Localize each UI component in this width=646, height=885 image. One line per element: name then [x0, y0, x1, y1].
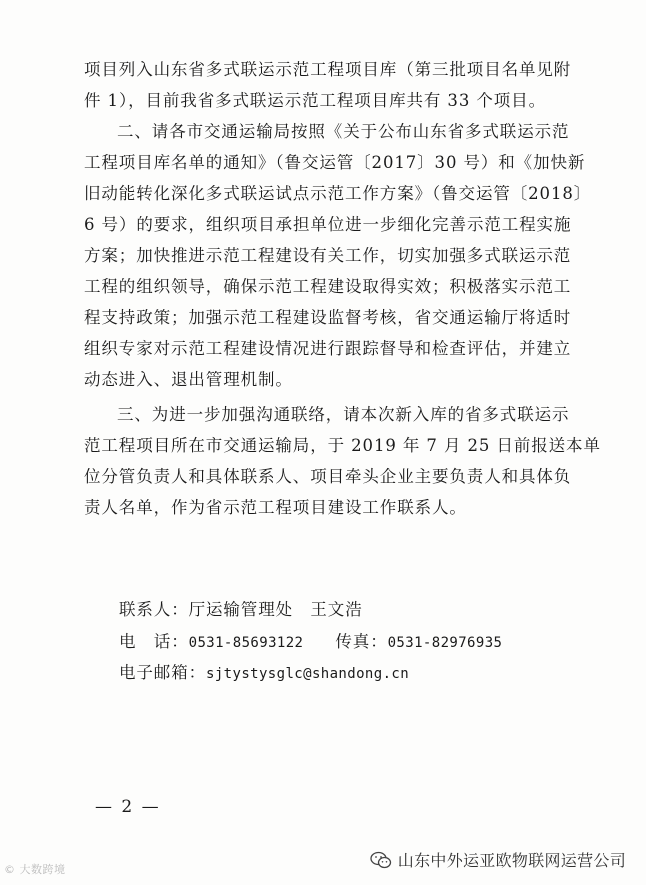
page-number: — 2 — [95, 797, 161, 817]
body-line: 位分管负责人和具体联系人、项目牵头企业主要负责人和具体负 [84, 467, 572, 486]
body-line: 程支持政策；加强示范工程建设监督考核，省交通运输厅将适时 [84, 308, 572, 327]
document-body [84, 54, 601, 523]
watermark-right-text: 山东中外运亚欧物联网运营公司 [397, 851, 626, 870]
fax-label: 传真： [335, 631, 388, 651]
body-line: 责人名单，作为省示范工程项目建设工作联系人。 [84, 498, 467, 517]
phone-number: 0531-85693122 [188, 634, 304, 651]
body-line: 6 号）的要求，组织项目承担单位进一步细化完善示范工程实施 [84, 215, 572, 234]
wechat-icon [370, 851, 392, 869]
section-two-heading-line: 二、请各市交通运输局按照《关于公布山东省多式联运示范 [117, 122, 570, 141]
watermark-left: © 大数跨境 [4, 863, 66, 876]
body-line: 组织专家对示范工程建设情况进行跟踪督导和检查评估，并建立 [84, 339, 572, 358]
body-line: 旧动能转化深化多式联运试点示范工作方案》（鲁交运管〔2018〕 [84, 184, 592, 203]
email-address: sjtystysglc@shandong.cn [206, 666, 410, 682]
body-line: 项目列入山东省多式联运示范工程项目库（第三批项目名单见附 [84, 60, 572, 79]
contact-person: 联系人：厅运输管理处 王文浩 [119, 600, 363, 619]
footer-watermarks [0, 837, 646, 885]
body-line: 动态进入、退出管理机制。 [84, 370, 293, 389]
body-line: 工程项目库名单的通知》（鲁交运管〔2017〕30 号）和《加快新 [84, 153, 586, 172]
watermark-right [370, 848, 626, 871]
body-line: 范工程项目所在市交通运输局，于 2019 年 7 月 25 日前报送本单 [84, 436, 601, 455]
phone-fax-line [119, 626, 589, 658]
phone-label: 电 话： [119, 631, 189, 651]
email-label: 电子邮箱： [119, 663, 206, 682]
body-line: 件 1），目前我省多式联运示范工程项目库共有 33 个项目。 [84, 91, 546, 110]
body-line: 工程的组织领导，确保示范工程建设取得实效；积极落实示范工 [84, 277, 572, 296]
section-three-heading-line: 三、为进一步加强沟通联络，请本次新入库的省多式联运示 [117, 405, 570, 424]
body-line: 方案；加快推进示范工程建设有关工作，切实加强多式联运示范 [84, 246, 572, 265]
fax-number: 0531-82976935 [387, 634, 503, 651]
email-line [119, 657, 589, 689]
contact-block [119, 594, 589, 689]
